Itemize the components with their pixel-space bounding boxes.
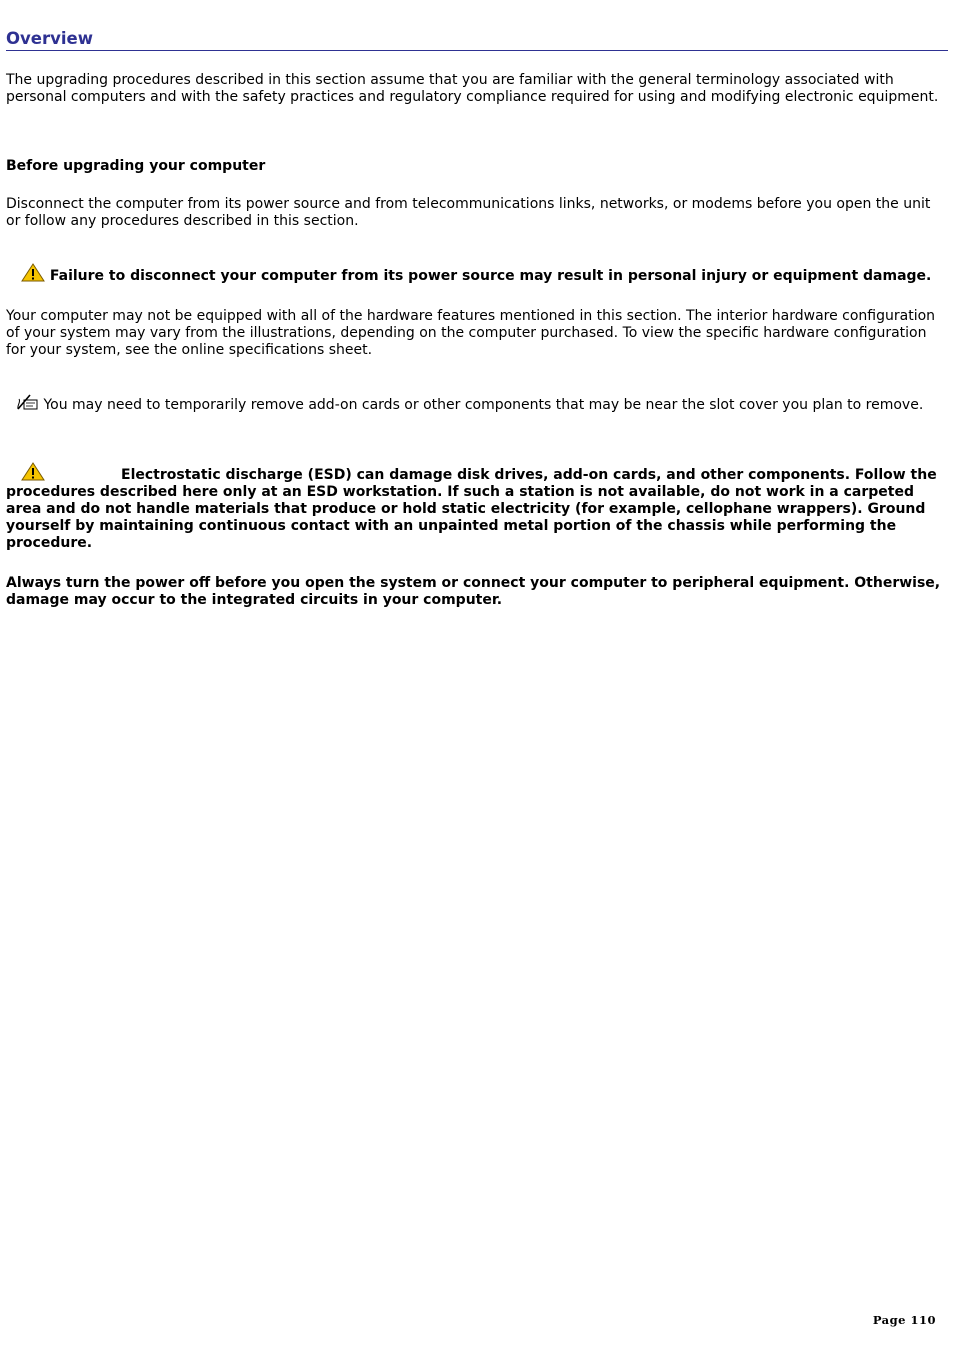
page-number: Page 110	[872, 1313, 936, 1327]
disconnect-paragraph: Disconnect the computer from its power source and from telecommunications links, networks, or modems before you open the unit or follow any procedures described in this section.	[6, 196, 931, 229]
note-cards-text: You may need to temporarily remove add-on cards or other components that may be near the slot cover you plan to remove.	[43, 397, 924, 413]
warning-power-text: Failure to disconnect your computer from its power source may result in personal injury or equipment damage.	[49, 268, 932, 284]
warning-power	[21, 263, 946, 285]
power-off-paragraph: Always turn the power off before you open the system or connect your computer to peripheral equipment. Otherwise, damage may occur to the integrated circuits in your computer.	[6, 575, 941, 608]
warning-icon	[21, 263, 45, 282]
note-cards	[6, 393, 946, 414]
page-title: Overview	[6, 29, 948, 51]
note-icon	[15, 393, 39, 411]
hardware-paragraph: Your computer may not be equipped with all of the hardware features mentioned in this section. The interior hardware configuration of your system may vary from the illustrations, depending on the computer purchased. To view the specific hardware configuration for your system, see the online specifications sheet.	[6, 308, 936, 358]
intro-paragraph: The upgrading procedures described in this section assume that you are familiar with the general terminology associated with personal computers and with the safety practices and regulatory compliance required for using and modifying electronic equipment.	[6, 72, 939, 105]
warning-esd: Electrostatic discharge (ESD) can damage disk drives, add-on cards, and other components. Follow the procedures described here only at an ESD workstation. If such a station is not available, do not work in a carpeted area and do not handle materials that produce or hold static electricity (for example, cellophane wrappers). Ground yourself by maintaining continuous contact with an unpainted metal portion of the chassis while performing the procedure.	[6, 467, 937, 551]
section-heading: Before upgrading your computer	[6, 158, 266, 174]
